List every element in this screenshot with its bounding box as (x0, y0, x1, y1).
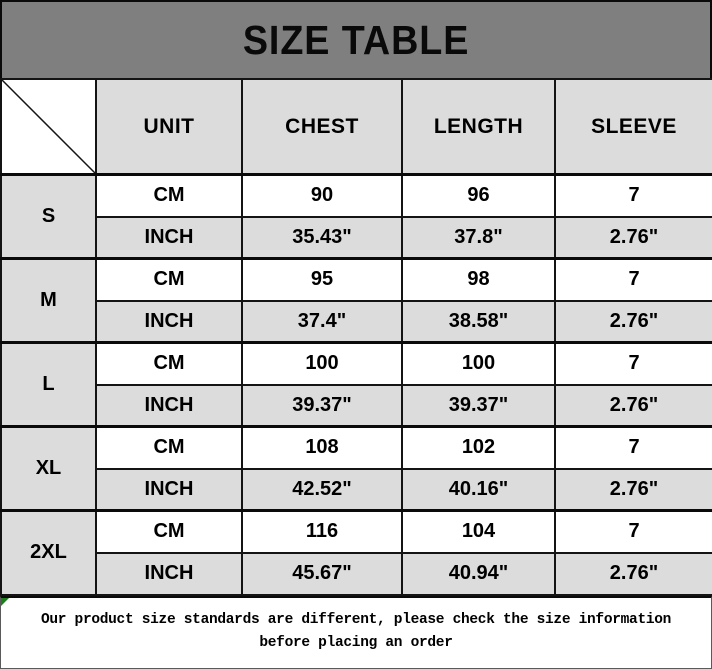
row-s-cm (1, 175, 712, 217)
length-value-cell: 98 (402, 259, 555, 301)
chest-value-cell: 95 (242, 259, 402, 301)
row-2xl-cm (1, 511, 712, 553)
sleeve-value-cell: 7 (555, 175, 712, 217)
length-value-cell: 40.94" (402, 553, 555, 595)
unit-label-cell: INCH (96, 553, 242, 595)
length-value-cell: 102 (402, 427, 555, 469)
header-cell-sleeve: SLEEVE (555, 79, 712, 175)
chest-value-cell: 35.43" (242, 217, 402, 259)
length-value-cell: 37.8" (402, 217, 555, 259)
header-cell-unit: UNIT (96, 79, 242, 175)
length-value-cell: 104 (402, 511, 555, 553)
unit-label-cell: INCH (96, 469, 242, 511)
row-xl-cm (1, 427, 712, 469)
length-value-cell: 40.16" (402, 469, 555, 511)
size-label-cell: M (1, 259, 96, 343)
row-m-cm (1, 259, 712, 301)
green-corner-artifact (1, 598, 9, 606)
sleeve-value-cell: 7 (555, 259, 712, 301)
chest-value-cell: 100 (242, 343, 402, 385)
chest-value-cell: 116 (242, 511, 402, 553)
chest-value-cell: 108 (242, 427, 402, 469)
header-row (1, 79, 712, 175)
page-title: SIZE TABLE (242, 16, 470, 63)
footer-note-line1: Our product size standards are different, please check the size information (40, 611, 672, 628)
unit-label-cell: INCH (96, 301, 242, 343)
sleeve-value-cell: 7 (555, 511, 712, 553)
sleeve-value-cell: 2.76" (555, 553, 712, 595)
chest-value-cell: 37.4" (242, 301, 402, 343)
length-value-cell: 39.37" (402, 385, 555, 427)
footer-note (0, 596, 712, 669)
sleeve-value-cell: 7 (555, 427, 712, 469)
unit-label-cell: INCH (96, 217, 242, 259)
diagonal-slash-icon (2, 80, 95, 173)
sleeve-value-cell: 7 (555, 343, 712, 385)
chest-value-cell: 42.52" (242, 469, 402, 511)
length-value-cell: 96 (402, 175, 555, 217)
title-bar (0, 0, 712, 78)
length-value-cell: 100 (402, 343, 555, 385)
chest-value-cell: 45.67" (242, 553, 402, 595)
sleeve-value-cell: 2.76" (555, 217, 712, 259)
footer-note-line2: before placing an order (259, 634, 453, 651)
sleeve-value-cell: 2.76" (555, 469, 712, 511)
header-cell-chest: CHEST (242, 79, 402, 175)
length-value-cell: 38.58" (402, 301, 555, 343)
row-xl-inch (1, 469, 712, 511)
unit-label-cell: CM (96, 259, 242, 301)
row-l-cm (1, 343, 712, 385)
unit-label-cell: CM (96, 427, 242, 469)
size-table (0, 78, 712, 596)
row-s-inch (1, 217, 712, 259)
chest-value-cell: 90 (242, 175, 402, 217)
header-cell-length: LENGTH (402, 79, 555, 175)
row-l-inch (1, 385, 712, 427)
size-label-cell: L (1, 343, 96, 427)
row-2xl-inch (1, 553, 712, 595)
sleeve-value-cell: 2.76" (555, 301, 712, 343)
chest-value-cell: 39.37" (242, 385, 402, 427)
size-label-cell: S (1, 175, 96, 259)
size-label-cell: XL (1, 427, 96, 511)
unit-label-cell: CM (96, 343, 242, 385)
unit-label-cell: CM (96, 175, 242, 217)
diagonal-corner-cell (1, 79, 96, 175)
unit-label-cell: CM (96, 511, 242, 553)
size-label-cell: 2XL (1, 511, 96, 595)
row-m-inch (1, 301, 712, 343)
unit-label-cell: INCH (96, 385, 242, 427)
sleeve-value-cell: 2.76" (555, 385, 712, 427)
